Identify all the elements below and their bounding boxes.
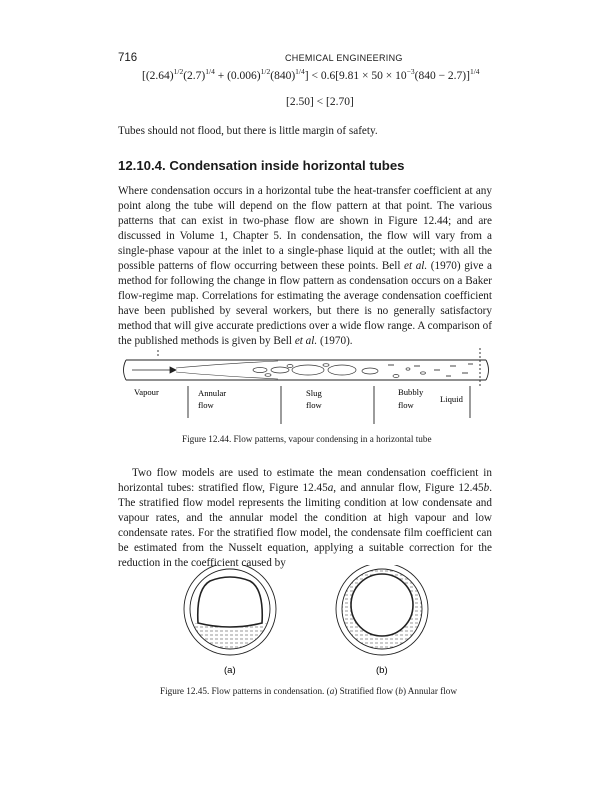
figure-12-45-condensation-patterns (170, 565, 440, 677)
page-number: 716 (118, 52, 138, 64)
label-annular-1: Annular (198, 388, 227, 398)
section-heading: 12.10.4. Condensation inside horizontal tubes (118, 158, 405, 173)
stratified-flow-tube (184, 565, 276, 657)
figure-12-45-caption: Figure 12.45. Flow patterns in condensation. (a) Stratified flow (b) Annular flow (160, 686, 458, 696)
annular-flow-tube (336, 565, 428, 655)
label-vapour: Vapour (134, 387, 159, 397)
region-dividers (188, 386, 470, 424)
equation-flooding-check: $[(2.64)^{1/2}(2.7)^{1/4} + (0.006)^{1/2}(840)^{1/4}] < 0.6[9.81 \times 50 \times 10^{-3}(840 - 2.7)]^{1/4}$ (142, 67, 480, 82)
slug-bubbles (253, 364, 426, 378)
label-slug-2: flow (306, 400, 322, 410)
paragraph-condensation: Where condensation occurs in a horizontal tube the heat-transfer coefficient at any point along the tube will depend on the flow pattern at that point. The various patterns that can exist in two-phase flow are shown in Figure 12.44; and are discussed in Volume 1, Chapter 5. In condensation, the flow will vary from a single-phase vapour at the inlet to a single-phase liquid at the outlet; with all the possible patterns of flow occurring between these points. Bell et al. (1970) give a method for following the change in flow pattern as condensation occurs on a Baker flow-regime map. Correlations for estimating the average condensation coefficient have been published by several workers, but there is no generally satisfactory method that will give accurate predictions over a wide flow range. A comparison of the published methods is given by Bell et al. (1970). (118, 185, 492, 347)
running-header: CHEMICAL ENGINEERING (285, 53, 403, 63)
label-annular-2: flow (198, 400, 214, 410)
paragraph-flow-models: Two flow models are used to estimate the mean condensation coefficient in horizontal tubes: stratified flow, Figure 12.45a, and annular flow, Figure 12.45b. The stratified flow model represents the limiting condition at low condensate and vapour rates, and the annular model the condition at high vapour and low condensate rates. For the stratified flow model, the condensate film coefficient can be estimated from the Nusselt equation, applying a suitable correction for the reduction in the coefficient caused by (118, 467, 492, 569)
equation-result: [2.50] < [2.70] (286, 96, 354, 108)
label-bubbly-2: flow (398, 400, 414, 410)
bubbly-dashes (388, 364, 473, 376)
subfigure-label-b: (b) (376, 665, 388, 676)
label-liquid: Liquid (440, 394, 463, 404)
label-slug-1: Slug (306, 388, 322, 398)
paragraph-flooding: Tubes should not flood, but there is little margin of safety. (118, 125, 378, 137)
subfigure-label-a: (a) (224, 665, 236, 676)
label-bubbly-1: Bubbly (398, 387, 424, 397)
flow-arrow (132, 367, 176, 373)
annular-film (176, 361, 278, 379)
figure-12-44-flow-patterns (118, 340, 498, 432)
figure-12-44-caption: Figure 12.44. Flow patterns, vapour condensing in a horizontal tube (182, 434, 432, 444)
